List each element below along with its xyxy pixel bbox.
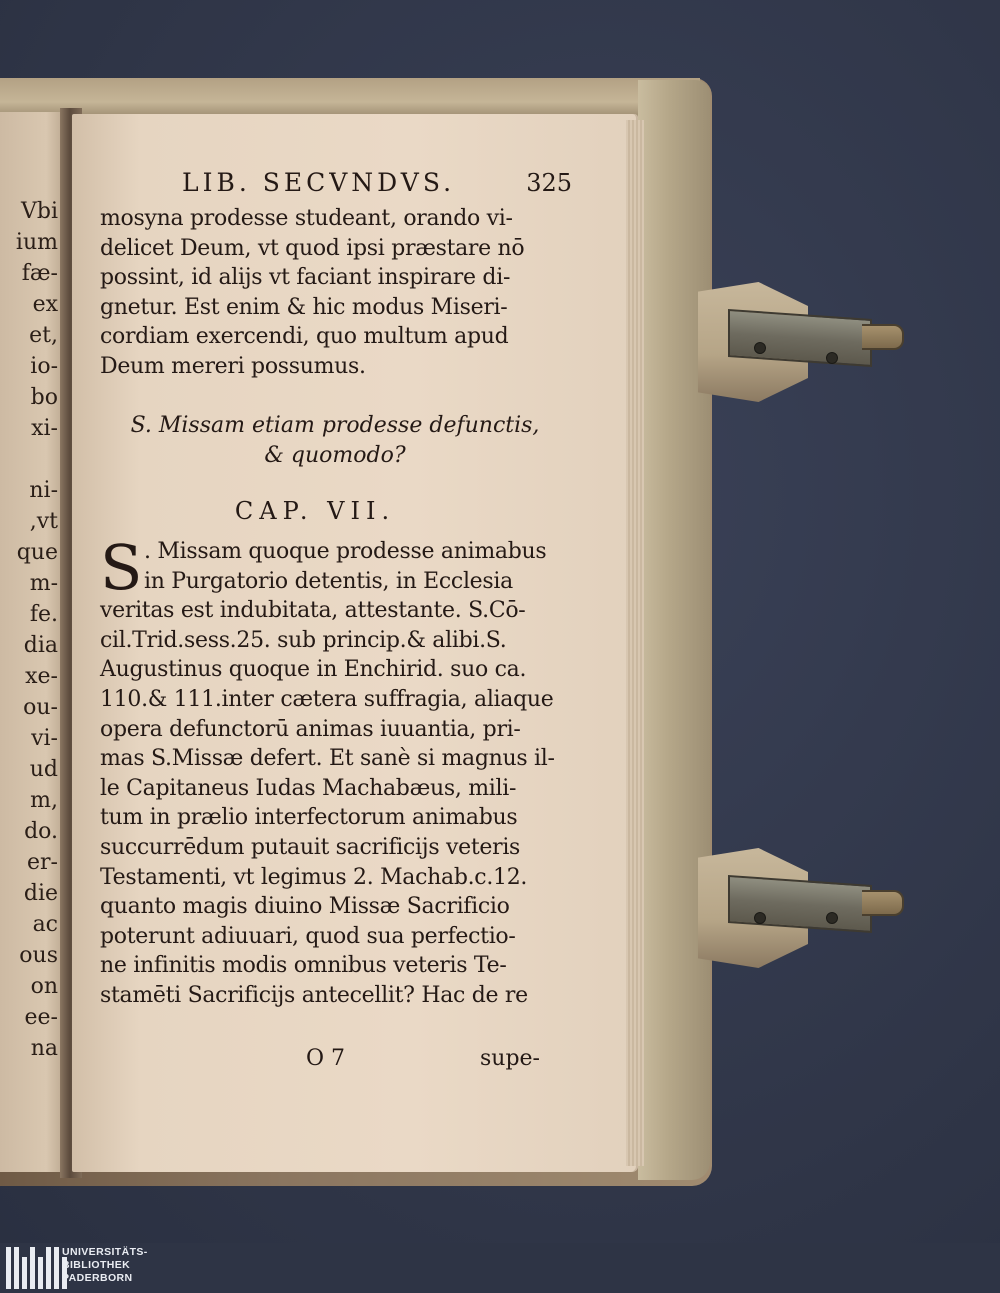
left-page-fragment: que (16, 540, 58, 565)
section-heading-line: S. Missam etiam prodesse defunctis, (130, 413, 540, 438)
catchword: supe- (480, 1046, 540, 1071)
left-page-fragment: ex (32, 292, 58, 317)
running-head-title: LIB. SECVNDVS. (182, 168, 456, 197)
text-line: opera defunctorū animas iuuantia, pri- (100, 716, 521, 742)
page-footer (100, 1046, 550, 1076)
logo-line: PADERBORN (62, 1272, 133, 1284)
chapter-text (100, 531, 570, 1011)
text-line: cordiam exercendi, quo multum apud (100, 324, 509, 349)
text-line: tum in prælio interfectorum animabus (100, 805, 518, 831)
text-line: delicet Deum, vt quod ipsi præstare nō (100, 235, 525, 261)
text-line: cil.Trid.sess.25. sub princip.& alibi.S. (100, 627, 507, 653)
left-page-fragment: xe- (25, 664, 58, 689)
text-line: ne infinitis modis omnibus veteris Te- (100, 953, 507, 979)
text-line: Testamenti, vt legimus 2. Machab.c.12. (100, 864, 528, 890)
text-line: poterunt adiuuari, quod sua perfectio- (100, 923, 516, 949)
left-page-fragment: et, (29, 323, 58, 348)
text-line: le Capitaneus Iudas Machabæus, mili- (100, 775, 517, 801)
left-page-fragment: dia (23, 633, 58, 658)
left-page-fragment: ud (29, 757, 58, 782)
section-heading (100, 411, 570, 471)
left-page-fragment: na (30, 1036, 58, 1061)
chapter-title: CAP. VII. (234, 497, 396, 525)
left-page-fragment: fe. (29, 602, 58, 627)
text-line: mosyna prodesse studeant, orando vi- (100, 206, 513, 231)
text-line: Augustinus quoque in Enchirid. suo ca. (100, 657, 527, 683)
left-page-fragment: vi- (31, 726, 58, 751)
library-logo-text (62, 1246, 148, 1285)
left-page-fragment: ni- (29, 478, 58, 503)
page-number: 325 (526, 169, 572, 197)
book-fore-edge (638, 80, 710, 1180)
left-page-fragment: ous (19, 943, 58, 968)
left-page-fragment: die (23, 881, 58, 906)
page-stack (626, 120, 644, 1166)
text-line: veritas est indubitata, attestante. S.Cō- (100, 598, 526, 624)
left-page-fragment: fæ- (21, 261, 58, 286)
left-page-fragment: ac (32, 912, 58, 937)
library-logo-icon (6, 1247, 67, 1289)
section-heading-line: & quomodo? (264, 443, 406, 468)
text-line: in Purgatorio detentis, in Ecclesia (144, 568, 513, 594)
left-page-fragment: bo (30, 385, 58, 410)
drop-cap: S (100, 531, 143, 604)
left-page-fragment: m- (29, 571, 58, 596)
left-page-fragment: xi- (31, 416, 58, 441)
logo-line: UNIVERSITÄTS- (62, 1246, 148, 1258)
text-line: succurrēdum putauit sacrificijs veteris (100, 834, 521, 860)
signature-mark: O 7 (306, 1046, 346, 1071)
left-page-fragment: m, (30, 788, 58, 813)
text-line: stamēti Sacrificijs antecellit? Hac de re (100, 982, 528, 1008)
left-page-fragment: on (30, 974, 58, 999)
left-page-fragment: ,vt (29, 509, 58, 534)
text-line: gnetur. Est enim & hic modus Miseri- (100, 294, 508, 320)
book-top-edge (0, 78, 700, 118)
left-page-fragment (0, 444, 62, 475)
text-line: possint, id alijs vt faciant inspirare di- (100, 265, 511, 290)
page-text (100, 168, 570, 1011)
left-page-fragment: ee- (24, 1005, 58, 1030)
left-page-fragment: Vbi (20, 199, 58, 224)
text-line: . Missam quoque prodesse animabus (144, 539, 547, 564)
text-line: mas S.Missæ defert. Et sanè si magnus il- (100, 746, 555, 772)
lower-clasp (698, 848, 908, 968)
text-line: 110.& 111.inter cætera suffragia, aliaque (100, 686, 554, 712)
left-page-fragment: io- (30, 354, 58, 379)
left-page-fragment: ium (15, 230, 58, 255)
upper-clasp (698, 282, 908, 402)
left-page-fragment: do. (24, 819, 58, 844)
left-page-fragment: ou- (23, 695, 58, 720)
text-line: quanto magis diuino Missæ Sacrificio (100, 894, 510, 920)
running-header (182, 168, 572, 204)
library-logo-bar (0, 1243, 1000, 1293)
logo-line: BIBLIOTHEK (62, 1259, 131, 1271)
left-page-text-fragments (0, 196, 62, 1064)
body-text (100, 204, 570, 381)
text-line: Deum mereri possumus. (100, 353, 366, 379)
left-page-fragment: er- (27, 850, 58, 875)
